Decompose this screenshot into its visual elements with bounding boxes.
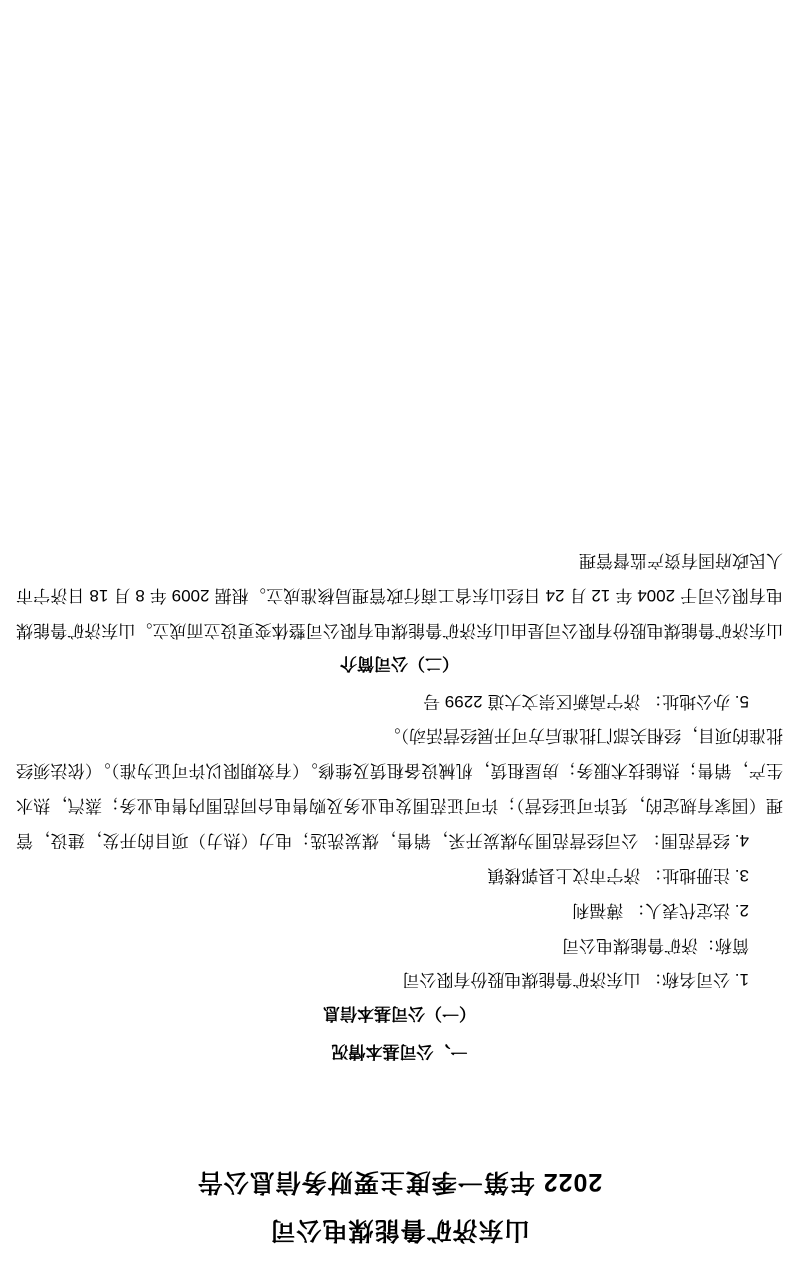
paragraph-legal-representative: 2. 法定代表人： 薄福利 [572,900,749,920]
paragraph-registered-address: 3. 注册地址： 济宁市汶上县郭楼镇 [487,865,749,885]
document-title-line-2: 2022 年第一季度主要财务信息公告 [196,1168,603,1197]
subsection-heading-basic-info: （一）公司基本信息 [323,1003,476,1023]
section-heading-company-overview: 一、公司基本情况 [331,1042,468,1061]
paragraph-company-profile: 山东济矿鲁能煤电股份有限公司是由山东济矿鲁能煤电有限公司整体变更设立而成立。山东济矿鲁能煤电有限公司于 2004 年 12 月 24 日经山东省工商行政管理局核准成立。根据 2009 年 8 月 18 日济宁市人民政府国有资产监督管理 [16,550,783,640]
document-title-line-1: 山东济矿鲁能煤电公司 [269,1216,530,1244]
paragraph-business-scope: 4. 经营范围： 公司经营范围为煤炭开采，销售，煤炭洗选；电力（热力）项目的开发，建设，管理（国家有规定的，凭许可证经营）；许可证范围发电业务及购售电台同范围内售电业务；蒸汽，热水生产，销售；热能技术服务；房屋租赁，机械设备租赁及维修。（有效期限以许可证为准）。（依法须经批准的项目，经相关部门批准后方可开展经营活动）。 [16,726,783,851]
subsection-heading-company-profile: （二）公司简介 [340,653,459,673]
paragraph-office-address: 5. 办公地址： 济宁高新区崇文大道 2299 号 [423,691,749,711]
paragraph-company-name: 1. 公司名称： 山东济矿鲁能煤电股份有限公司 [402,970,749,990]
paragraph-company-abbreviation: 简称：济矿鲁能煤电公司 [562,935,749,955]
